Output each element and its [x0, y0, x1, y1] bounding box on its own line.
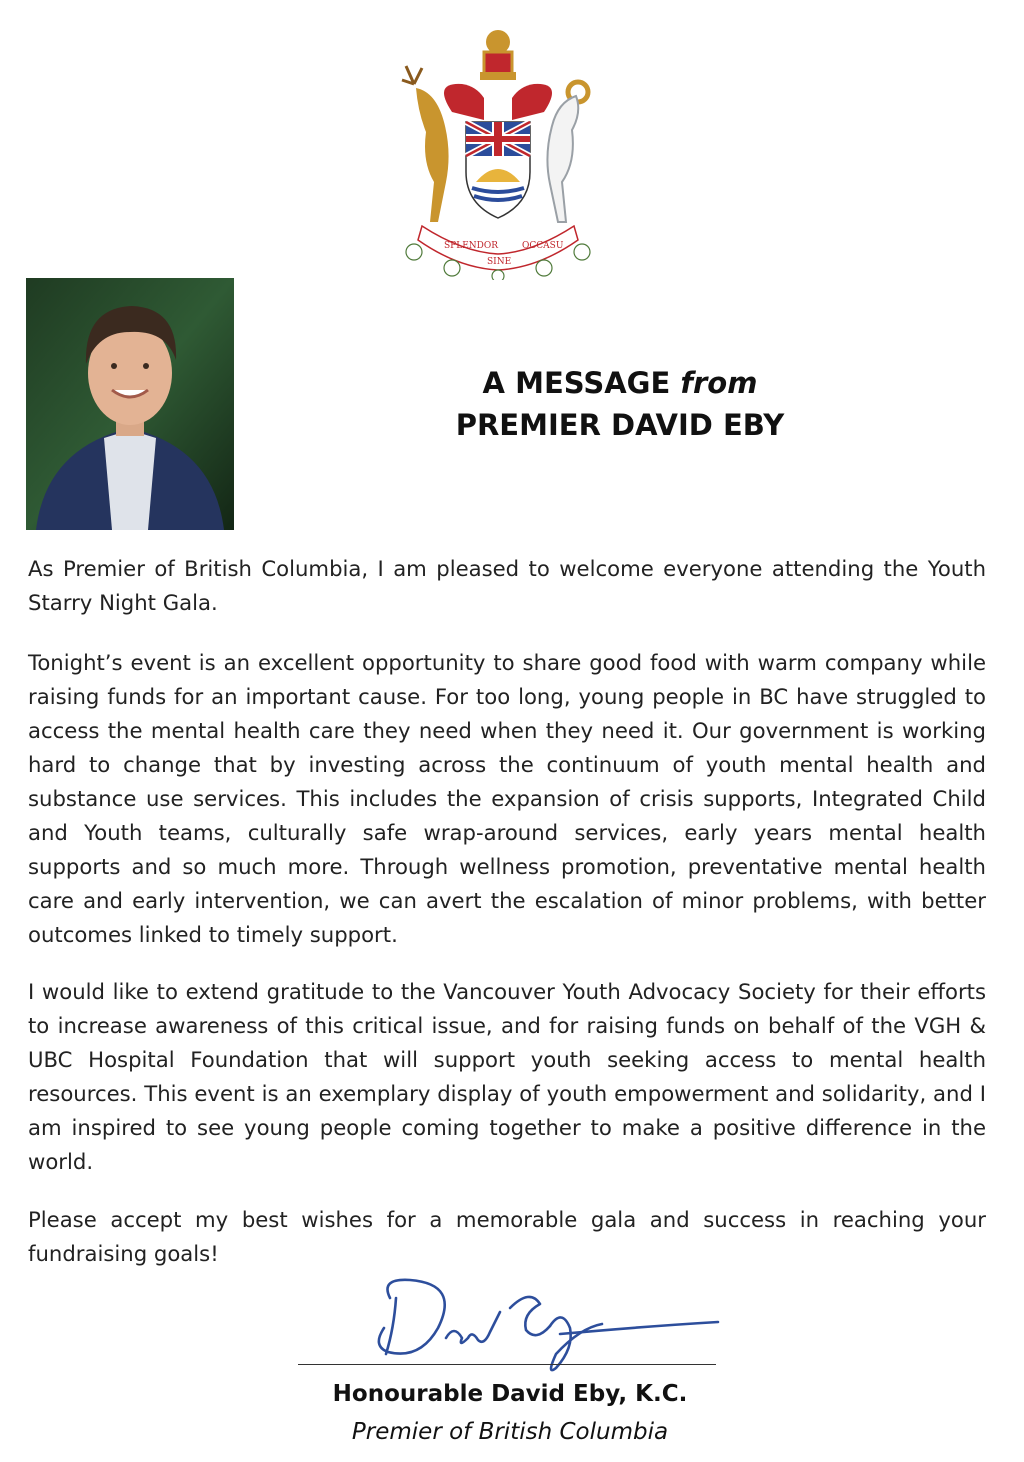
ram-supporter — [547, 82, 588, 222]
heading-line-1 — [400, 362, 840, 404]
heading-from: from — [680, 366, 758, 400]
portrait-photo — [26, 278, 234, 530]
signature-line — [298, 1364, 716, 1365]
heading-prefix: A MESSAGE — [482, 366, 681, 400]
signer-title: Premier of British Columbia — [351, 1419, 669, 1445]
motto-scroll — [418, 226, 578, 270]
motto-word: SPLENDOR — [444, 241, 499, 251]
stag-supporter — [402, 66, 449, 222]
motto-word: OCCASU — [522, 241, 564, 251]
coat-of-arms-image — [392, 22, 604, 280]
message-heading — [400, 362, 840, 446]
mantling-left — [444, 84, 484, 120]
mantling-right — [512, 84, 552, 120]
signer-name: Honourable David Eby, K.C. — [332, 1381, 688, 1407]
shield — [466, 122, 530, 218]
body-paragraph-3: I would like to extend gratitude to the Vancouver Youth Advocacy Society for their efforts to increase awareness of this critical issue, and for raising funds on behalf of the VGH & UBC Hospital Foundation that will support youth seeking access to mental health resources. This event is an exemplary display of youth empowerment and solidarity, and I am inspired to see young people coming together to make a positive difference in the world. — [28, 979, 986, 1174]
heading-line-2: PREMIER DAVID EBY — [455, 408, 785, 442]
body-paragraph-1: As Premier of British Columbia, I am pleased to welcome everyone attending the Youth Starry Night Gala. — [28, 556, 986, 615]
motto-word: SINE — [487, 257, 512, 267]
handwritten-signature — [350, 1268, 730, 1378]
body-paragraph-4: Please accept my best wishes for a memorable gala and success in reaching your fundraising goals! — [28, 1207, 986, 1266]
body-paragraph-2: Tonight’s event is an excellent opportunity to share good food with warm company while raising funds for an important cause. For too long, young people in BC have struggled to access the mental health care they need when they need it. Our government is working hard to change that by investing across the continuum of youth mental health and substance use services. This includes the expansion of crisis supports, Integrated Child and Youth teams, culturally safe wrap-around services, early years mental health supports and so much more. Through wellness promotion, preventative mental health care and early intervention, we can avert the escalation of minor problems, with better outcomes linked to timely support. — [28, 650, 986, 947]
crest-crown — [480, 30, 516, 80]
